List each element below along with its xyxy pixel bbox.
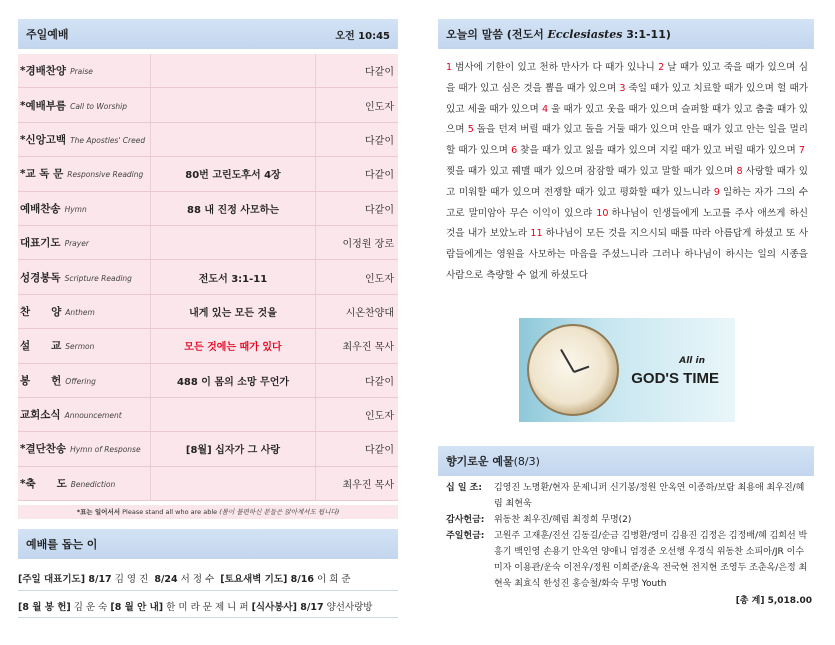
worship-content xyxy=(151,54,316,88)
worship-content xyxy=(151,88,316,122)
pocket-watch-image xyxy=(519,318,735,422)
worship-row xyxy=(18,294,398,328)
worship-item xyxy=(18,157,151,191)
worship-leader: 인도자 xyxy=(316,88,399,122)
worship-item-ko: *경배찬양 xyxy=(20,65,67,78)
worship-row xyxy=(18,466,398,500)
offering-label: 주일헌금: xyxy=(446,531,485,541)
verse-number: 10 xyxy=(596,207,609,219)
worship-time: 오전 10:45 xyxy=(335,30,390,42)
offering-row xyxy=(446,512,812,528)
verse-text: 날 때가 있고 죽을 때가 있으며 심을 때가 있고 심은 것을 뽑을 때가 있으며 xyxy=(446,62,808,94)
worship-header xyxy=(18,19,398,49)
verse-number: 8 xyxy=(736,165,743,177)
worship-row xyxy=(18,397,398,431)
prayer-date-2: 8/24 xyxy=(154,574,178,585)
verse-number: 11 xyxy=(530,228,543,240)
helpers-row-1 xyxy=(18,571,398,585)
pocket-watch-icon xyxy=(527,324,619,416)
verse-text: 범사에 기한이 있고 천하 만사가 다 때가 있나니 xyxy=(455,62,655,73)
worship-item-ko: 교회소식 xyxy=(20,409,61,422)
worship-item-ko: *예배부름 xyxy=(20,99,67,112)
offering-duty-label: [8 월 봉 헌] xyxy=(18,602,71,613)
offering-total-value: 5,018.00 xyxy=(767,596,812,606)
worship-item xyxy=(18,88,151,122)
prayer-name-2: 서 정 수 xyxy=(180,574,215,585)
scripture-title-ko: 오늘의 말씀 (전도서 xyxy=(446,28,548,41)
helpers-header xyxy=(18,529,398,559)
worship-item-ko: 봉 헌 xyxy=(20,374,62,387)
worship-leader: 인도자 xyxy=(316,397,399,431)
worship-item-en: Call to Worship xyxy=(70,101,127,111)
worship-leader: 다같이 xyxy=(316,54,399,88)
verse-text: 죽일 때가 있고 치료할 때가 있으며 헐 때가 있고 세울 때가 있으며 xyxy=(446,82,808,115)
worship-row xyxy=(18,329,398,363)
worship-leader: 다같이 xyxy=(316,432,399,466)
verse-number: 6 xyxy=(511,145,518,157)
offering-names: 위동찬 최우진/혜림 최정희 무명(2) xyxy=(494,515,632,525)
worship-row xyxy=(18,432,398,466)
prayer-label: [주일 대표기도] 8/17 xyxy=(18,574,112,585)
worship-item-ko: 설 교 xyxy=(20,340,62,353)
offering-label: 십 일 조: xyxy=(446,483,482,493)
image-caption-line1: All in xyxy=(679,356,705,366)
verse-text: 돌을 던져 버릴 때가 있고 돌을 거둘 때가 있으며 안을 때가 있고 안는 일을 멀리 할 때가 있으며 xyxy=(446,124,808,157)
worship-item xyxy=(18,191,151,225)
helpers-title: 예배를 돕는 이 xyxy=(26,538,98,551)
worship-item xyxy=(18,432,151,466)
offering-label: 감사헌금: xyxy=(446,515,485,525)
worship-item-ko: 성경봉독 xyxy=(20,271,61,284)
worship-row xyxy=(18,54,398,88)
helpers-bottom-line xyxy=(18,617,398,618)
worship-item-en: Prayer xyxy=(64,239,89,249)
worship-row xyxy=(18,122,398,156)
scripture-text xyxy=(446,58,808,287)
worship-item-en: Hymn of Response xyxy=(70,445,141,455)
worship-item-en: Praise xyxy=(70,67,93,77)
worship-order-table xyxy=(18,54,398,501)
worship-item-ko: *결단찬송 xyxy=(20,443,67,456)
worship-item xyxy=(18,54,151,88)
worship-item-ko: 대표기도 xyxy=(20,237,61,250)
worship-item-ko: *축 도 xyxy=(20,477,67,490)
worship-leader: 인도자 xyxy=(316,260,399,294)
worship-leader: 다같이 xyxy=(316,363,399,397)
worship-leader: 다같이 xyxy=(316,157,399,191)
helpers-row-2 xyxy=(18,599,398,613)
prayer-name-1: 김 영 진 xyxy=(114,574,149,585)
image-caption-line2: GOD'S TIME xyxy=(631,370,719,387)
verse-number: 1 xyxy=(446,62,453,73)
worship-item xyxy=(18,329,151,363)
offering-header xyxy=(438,446,814,476)
worship-row xyxy=(18,88,398,122)
offering-row xyxy=(446,528,812,592)
worship-item xyxy=(18,225,151,259)
worship-item xyxy=(18,466,151,500)
standing-note-bold: *표는 일어서서 xyxy=(76,508,121,516)
offering-total-label: [총 계] xyxy=(735,596,765,606)
worship-content xyxy=(151,397,316,431)
worship-row xyxy=(18,260,398,294)
offering-duty-name: 김 운 숙 xyxy=(73,602,108,613)
verse-text: 울 때가 있고 웃을 때가 있으며 슬퍼할 때가 있고 춤출 때가 있으며 xyxy=(446,103,808,136)
worship-item-en: Anthem xyxy=(65,307,95,317)
verse-number: 7 xyxy=(798,145,805,157)
offering-title xyxy=(446,453,540,469)
worship-content: [8월] 십자가 그 사랑 xyxy=(151,432,316,466)
worship-item xyxy=(18,363,151,397)
worship-content: 488 이 몸의 소망 무언가 xyxy=(151,363,316,397)
usher-label: [8 월 안 내] xyxy=(110,602,164,613)
dawn-prayer-name: 이 희 준 xyxy=(317,574,351,585)
standing-note-en: Please stand all who are able xyxy=(122,508,218,516)
verse-number: 9 xyxy=(713,186,720,198)
worship-item-en: Sermon xyxy=(65,342,95,352)
worship-item xyxy=(18,397,151,431)
scripture-header xyxy=(438,19,814,49)
offering-total xyxy=(446,593,812,606)
verse-text: 하나님이 모든 것을 지으시되 때를 따라 아름답게 하셨고 또 사람들에게는 영원을 사모하는 마음을 주셨느니라 그러나 하나님이 하시는 일의 시종을 사람으로 측량할 수 없게 하셨도다 xyxy=(446,228,808,281)
worship-row xyxy=(18,157,398,191)
worship-item xyxy=(18,122,151,156)
worship-content: 내게 있는 모든 것을 xyxy=(151,294,316,328)
helpers-divider xyxy=(18,590,398,591)
worship-row xyxy=(18,363,398,397)
offering-names: 고원주 고재훈/진선 김동길/순금 김병환/영미 김용진 김정은 김정배/혜 김희선 박흥기 백인영 손용기 안옥연 양애니 엄경준 오선행 우경식 위동찬 소피아/JR 이수미자 이용관/운숙 이전우/정원 이희준/윤옥 전국현 전지현 조영두 조춘옥/은정 최현욱 최효식 한성진 홍승철/화숙 무명 Youth xyxy=(494,531,808,589)
worship-content: 전도서 3:1-11 xyxy=(151,260,316,294)
verse-text: 사랑할 때가 있고 미워할 때가 있으며 전쟁할 때가 있고 평화할 때가 있느니라 xyxy=(446,165,808,198)
worship-item-en: Benediction xyxy=(70,479,116,489)
worship-title: 주일예배 xyxy=(26,28,69,41)
verse-text: 찾을 때가 있고 잃을 때가 있으며 지킬 때가 있고 버릴 때가 있으며 xyxy=(520,145,796,157)
verse-number: 4 xyxy=(541,103,549,115)
verse-text: 찢을 때가 있고 꿰맬 때가 있으며 잠잠할 때가 있고 말할 때가 있으며 xyxy=(446,165,734,177)
scripture-title xyxy=(446,26,671,42)
worship-row xyxy=(18,191,398,225)
worship-item-ko: 찬 양 xyxy=(20,305,62,318)
verse-number: 5 xyxy=(467,124,474,136)
worship-item-ko: *교 독 문 xyxy=(20,168,64,181)
worship-content: 모든 것에는 때가 있다 xyxy=(151,329,316,363)
offering-date: (8/3) xyxy=(513,455,540,468)
worship-leader: 다같이 xyxy=(316,191,399,225)
scripture-title-ref: 3:1-11) xyxy=(622,28,671,41)
worship-content: 80번 고린도후서 4장 xyxy=(151,157,316,191)
meal-service-label: [식사봉사] 8/17 xyxy=(251,602,324,613)
worship-leader: 시온찬양대 xyxy=(316,294,399,328)
worship-content xyxy=(151,225,316,259)
worship-leader: 최우진 목사 xyxy=(316,466,399,500)
worship-item-en: Scripture Reading xyxy=(64,273,132,283)
worship-content: 88 내 진정 사모하는 xyxy=(151,191,316,225)
worship-row xyxy=(18,225,398,259)
worship-item-ko: 예배찬송 xyxy=(20,202,61,215)
worship-leader: 이정원 장로 xyxy=(316,225,399,259)
offering-names: 김영진 노명환/현자 문제니퍼 신기봉/정원 안옥연 이종하/보람 최용애 최우진/혜림 최현욱 xyxy=(494,483,805,509)
worship-content xyxy=(151,122,316,156)
standing-note-italic: (몸이 불편하신 분들은 앉아계셔도 됩니다) xyxy=(219,508,340,516)
verse-text: 일하는 자가 그의 수고로 말미암아 무슨 이익이 있으랴 xyxy=(446,186,808,219)
worship-item-ko: *신앙고백 xyxy=(20,133,67,146)
worship-item-en: Responsive Reading xyxy=(67,170,144,180)
worship-content xyxy=(151,466,316,500)
worship-item-en: The Apostles' Creed xyxy=(70,135,146,145)
scripture-title-en: Ecclesiastes xyxy=(547,28,623,41)
worship-item-en: Offering xyxy=(65,376,96,386)
offering-list xyxy=(446,480,812,606)
worship-item-en: Hymn xyxy=(64,204,87,214)
standing-note xyxy=(18,505,398,519)
dawn-prayer-label: [토요새벽 기도] 8/16 xyxy=(220,574,314,585)
verse-text: 하나님이 인생들에게 노고를 주사 애쓰게 하신 것을 내가 보았노라 xyxy=(446,207,808,240)
usher-names: 한 미 라 문 제 니 퍼 xyxy=(166,602,249,613)
offering-row xyxy=(446,480,812,512)
worship-item xyxy=(18,260,151,294)
worship-item-en: Announcement xyxy=(64,411,122,421)
worship-leader: 다같이 xyxy=(316,122,399,156)
offering-title-text: 향기로운 예물 xyxy=(446,455,514,468)
meal-service-name: 양선사랑방 xyxy=(326,602,373,613)
verse-number: 3 xyxy=(619,82,626,94)
worship-leader: 최우진 목사 xyxy=(316,329,399,363)
verse-number: 2 xyxy=(658,62,665,73)
worship-item xyxy=(18,294,151,328)
